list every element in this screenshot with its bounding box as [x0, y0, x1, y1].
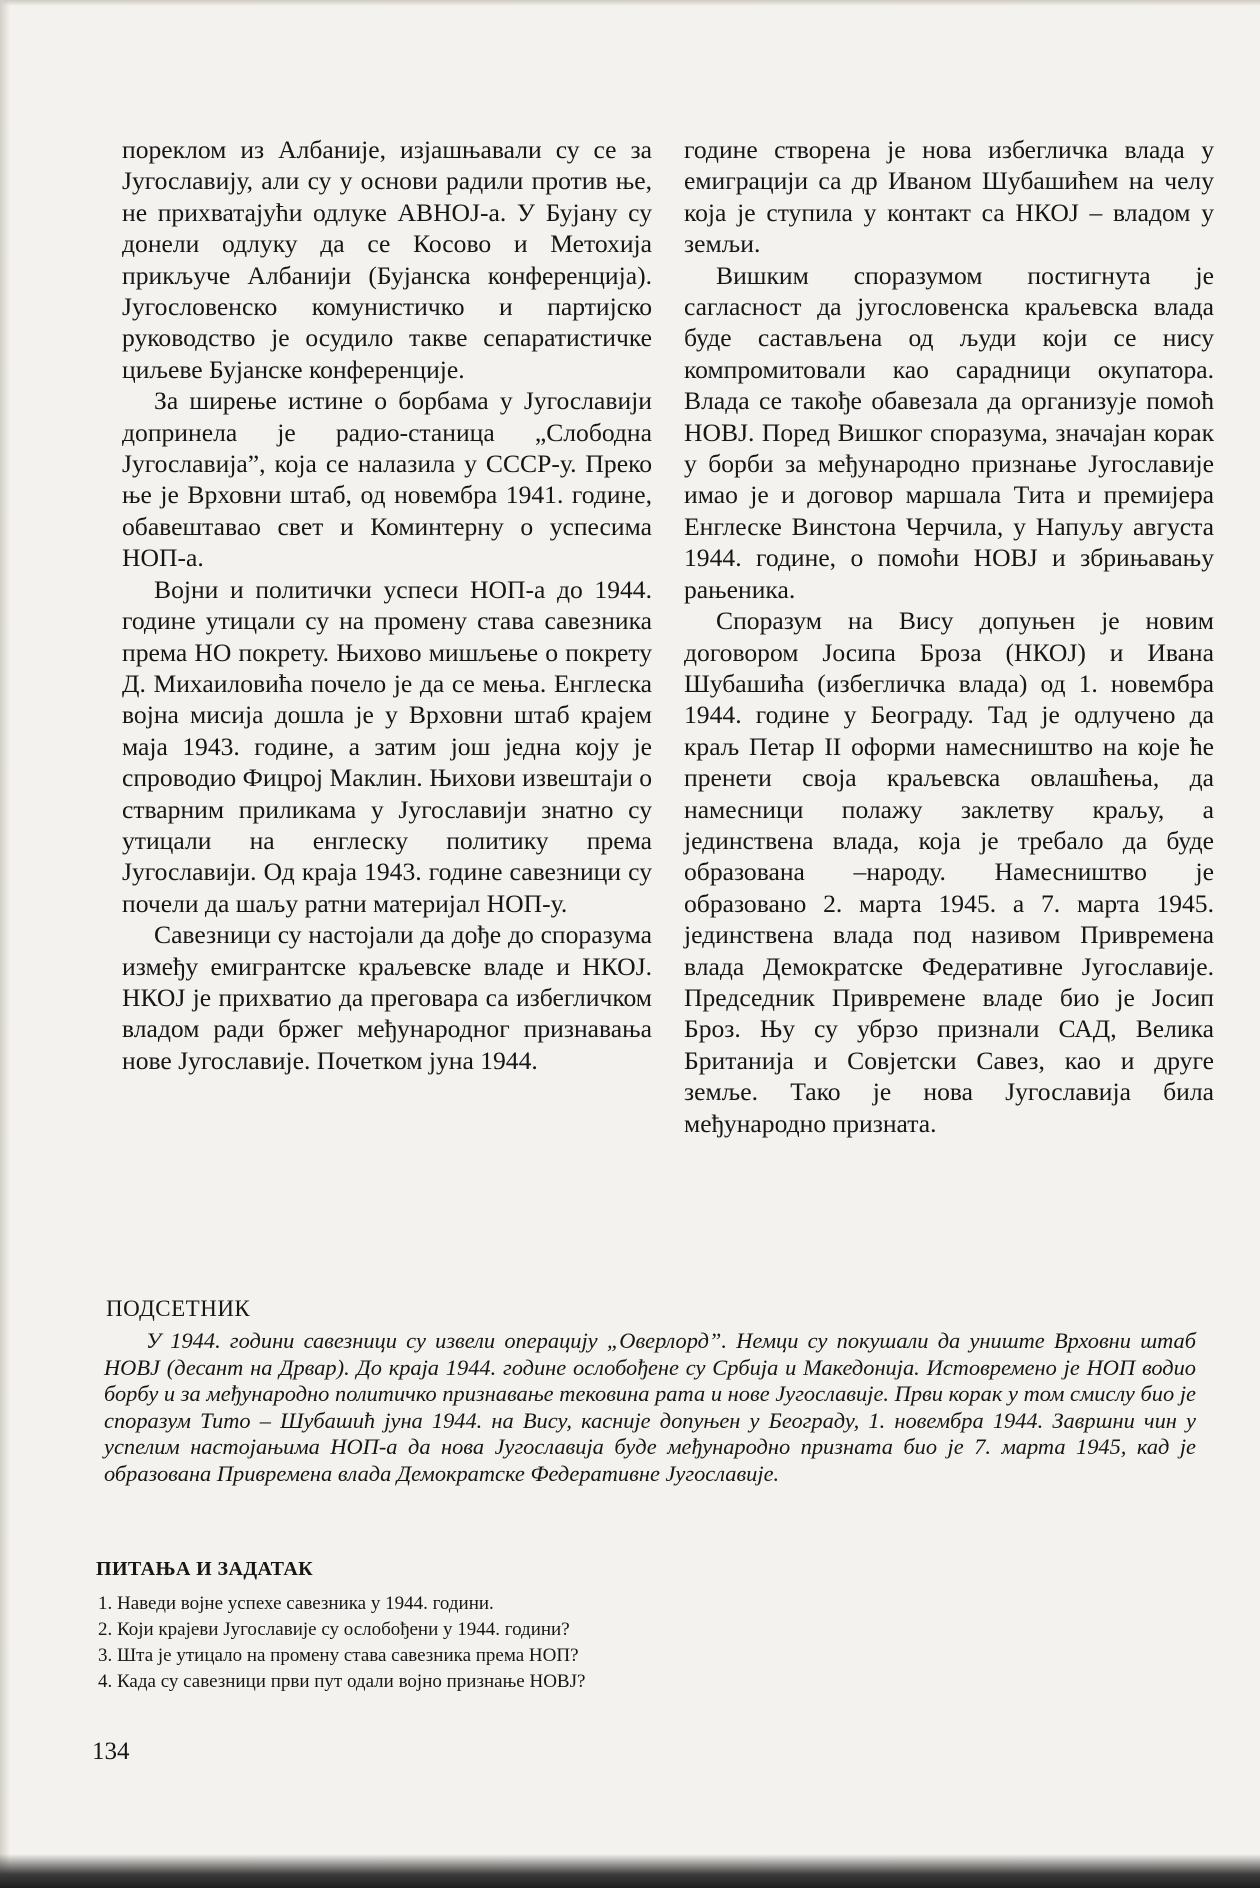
page-number: 134 — [92, 1738, 130, 1765]
questions-title: ПИТАЊА И ЗАДАТАК — [96, 1558, 314, 1580]
reminder-title: ПОДСЕТНИК — [106, 1296, 251, 1321]
scan-edge-top — [0, 0, 1260, 6]
question-item: 1. Наведи војне успехе савезника у 1944. години. — [98, 1593, 494, 1614]
paragraph: За ширење истине о борбама у Југославији допринела је радио-станица „Слободна Југославија”, која се налазила у СССР-у. Преко ње је Врховни штаб, од новембра 1941. године, обавештавао свет и Коминтерну о успесима НОП-а. — [122, 386, 652, 573]
paragraph: године створена је нова избегличка влада у емиграцији са др Иваном Шубашићем на челу која је ступила у контакт са НКОЈ – владом у земљи. — [684, 135, 1214, 259]
paragraph: Вишким споразумом постигнута је сагласност да југословенска краљевска влада буде састављена од људи који се нису компромитовали као сарадници окупатора. Влада се такође обавезала да организује помоћ НОВЈ. Поред Вишког споразума, значајан корак у борби за међународно признање Југославије имао је и договор маршала Тита и премијера Енглеске Винстона Черчила, у Напуљу августа 1944. године, о помоћи НОВЈ и збрињавању рањеника. — [684, 260, 1214, 604]
paragraph: Савезници су настојали да дође до споразума између емигрантске краљевске владе и НКОЈ. НКОЈ је прихватио да преговара са избегличком владом ради бржег међународног признавања нове Југославије. Почетком јуна 1944. — [122, 920, 652, 1075]
scan-edge-left — [0, 0, 10, 1888]
reminder-box — [104, 1296, 1196, 1488]
paragraph: Споразум на Вису допуњен је новим договором Јосипа Броза (НКОЈ) и Ивана Шубашића (избегличка влада) од 1. новембра 1944. године у Београду. Тад је одлучено да краљ Петар II оформи намесништво на које ће пренети своја краљевска овлашћења, да намесници полажу заклетву краљу, а јединствена влада, која је требало да буде образована –народу. Намесништво је образовано 2. марта 1945. а 7. марта 1945. јединствена влада под називом Привремена влада Демократске Федеративне Југославије. Председник Привремене владе био је Јосип Броз. Њу су убрзо признали САД, Велика Британија и Совјетски Савез, као и друге земље. Тако је нова Југославија била међународно призната. — [684, 606, 1214, 1138]
question-item: 4. Када су савезници први пут одали војно признање НОВЈ? — [98, 1671, 586, 1692]
questions-list — [96, 1591, 1096, 1695]
body-columns — [122, 134, 1214, 1284]
column-right — [684, 134, 1214, 1284]
reminder-text: У 1944. години савезници су извели операцију „Оверлорд”. Немци су покушали да униште Врховни штаб НОВЈ (десант на Дрвар). До краја 1944. године ослобођене су Србија и Македонија. Истовремено је НОП водио борбу и за међународно политичко признавање тековина рата и нове Југославије. Први корак у том смислу био је споразум Тито – Шубашић јуна 1944. на Вису, касније допуњен у Београду, 1. новембра 1944. Завршни чин у успелим настојањима НОП-а да нова Југославија буде међународно призната био је 7. марта 1945, кад је образована Привремена влада Демократске Федеративне Југославије. — [104, 1328, 1196, 1486]
scan-edge-bottom — [0, 1854, 1260, 1888]
paragraph: Војни и политички успеси НОП-а до 1944. године утицали су на промену става савезника према НО покрету. Њихово мишљење о покрету Д. Михаиловића почело је да се мења. Енглеска војна мисија дошла је у Врховни штаб крајем маја 1943. године, а затим још једна коју је спроводио Фицрој Маклин. Њихови извештаји о стварним приликама у Југославији знатно су утицали на енглеску политику према Југославији. Од краја 1943. године савезници су почели да шаљу ратни материјал НОП-у. — [122, 574, 652, 918]
column-left — [122, 134, 652, 1284]
paragraph: пореклом из Албаније, изјашњавали су се за Југославију, али су у основи радили против ње, не прихватајући одлуке АВНОЈ-а. У Бујану су донели одлуку да се Косово и Метохија прикључе Албанији (Бујанска конференција). Југословенско комунистичко и партијско руководство је осудило такве сепаратистичке циљеве Бујанске конференције. — [122, 135, 652, 384]
question-item: 3. Шта је утицало на промену става савезника према НОП? — [98, 1645, 579, 1666]
question-item: 2. Који крајеви Југославије су ослобођени у 1944. години? — [98, 1619, 570, 1640]
questions-section — [96, 1558, 1096, 1695]
